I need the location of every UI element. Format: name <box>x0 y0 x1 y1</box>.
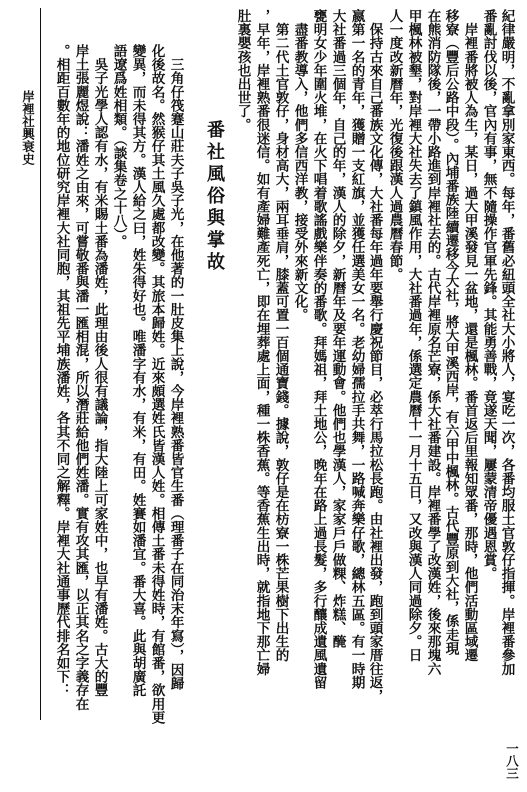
running-title: 岸裡社興衰史 <box>20 90 36 165</box>
text-column: 岸裡番將被人為生，某日，過大甲溪發見一盆地，還是楓林。番首返后里報知眾番，那時，他們活動區域遷 <box>461 9 478 662</box>
text-column: 。相距百數年的地位研究岸裡大社同胞，其祖先平埔族潘姓，各其不同之解釋。岸裡大社通事歷代排名如下： <box>53 44 70 697</box>
text-column: 三角仔筏蹇山莊夫子吳子光，在他著的一肚皮集上說，今岸裡熟番皆官生番（理番子在同治末年寫），因歸 <box>167 44 184 690</box>
text-column: 語遼爲姓相類。（談集卷之十八）。 <box>110 44 127 248</box>
margin-rule <box>40 8 41 720</box>
text-column: 在熊消防隊後，一帶小路進到岸裡社去的。古代岸裡原名芒寮，係大社番建設。岸裡番學了改漢姓，後來那塊六 <box>424 9 441 676</box>
text-column: 變異，而未得其方。漢人給之曰，姓朱得好也。唯潘字有水，有米，有田。姓賽如潘宜。番大喜。此與胡廣託 <box>129 44 146 697</box>
page-number: 一八三 <box>504 742 520 780</box>
text-column: 岸土張麗煜說：潘姓之由來，可嘗敬番與潘一匯相混，所以潛莊給他們姓潘。實有攻其匯，以正其名之字義存在 <box>72 44 89 711</box>
text-column: 番亂討伐以後，官內有事，無不隨操作官軍先鋒。其能勇善戰，竟遂天聞，屢蒙清帝優遇恩賞。 <box>480 9 497 581</box>
text-column: 吳子光學人認有水，有米賜土番為潘姓，此理由後人很有議論，指大陸上可家姓中，也早有潘姓。古大的豐 <box>91 44 108 697</box>
text-column: 移寮（豐后公路中段）。內埔番族陸續遷移今大社，將大甲溪西岸，有六甲中楓林。古代豐原到大社，係走現 <box>442 9 459 655</box>
text-column: 甲楓林被墾，對岸裡大社失去了鎮風作用，大社番過年，係選定農曆十一月十五日，又改與漢人同過除夕。日 <box>405 9 422 662</box>
text-column: ，早年，岸裡熟番很迷信。如有產婦難產死亡，即在埋葬處上面，種一株香蕉。等香蕉生出時，就指地下那亡婦 <box>253 9 270 676</box>
text-column: 肚裏嬰孩也出世了。 <box>234 9 251 132</box>
section-heading: 番社風俗與掌故 <box>204 120 225 274</box>
text-column: 人一度改新曆年，光復後跟漢人過農曆春節。 <box>386 9 403 281</box>
text-column: 甕明女少年圍火堆，在火下唱着歌謠戲樂伴奏的番歌。拜媽祖，拜土地公，晚年在路上過長髮，多行釀成遺風遺留 <box>310 9 327 689</box>
text-column: 盡番教導入，他們多信西洋教，接受外來新文化。 <box>291 9 308 322</box>
text-column: 化後故名。然猴仔其土風久處都改變。其旅本歸姓。近來頗選姓氏皆漢人姓。相傳土番未得姓時，有館番，欲用更 <box>148 44 165 724</box>
text-column: 保持古來自己番族文化傳，大社番每年過年要舉行慶祝節目，必萃行馬拉松長跑。由社裡出發，跑到頭家厝往返， <box>366 9 383 703</box>
text-column: 嬴第一名的青年，獲贈一支紅旗，並獲任選美女一名。老幼婦孺拉手共舞，一路喊奔樂仔歌，總林五區。有一時期 <box>348 9 365 689</box>
text-column: 第二代土官敦仔，身材高大，兩耳垂肩，膝蓋可置一百個通寶錢。據說，敦仔是在枋寮一株芒果樹下出生的 <box>272 9 289 662</box>
text-column: 紀律嚴明，不亂拿別家東西。每年，番舊必紐頭全社大小將人，宴吃一次，各番均服土官敦仔指揮。岸裡番參加 <box>498 9 515 676</box>
text-column: 大社番過三個年，自己的年，漢人的除夕，新曆年及要年運動會。他們也學漢人，家家戶戶做粿、炸糕、醃 <box>329 9 346 649</box>
